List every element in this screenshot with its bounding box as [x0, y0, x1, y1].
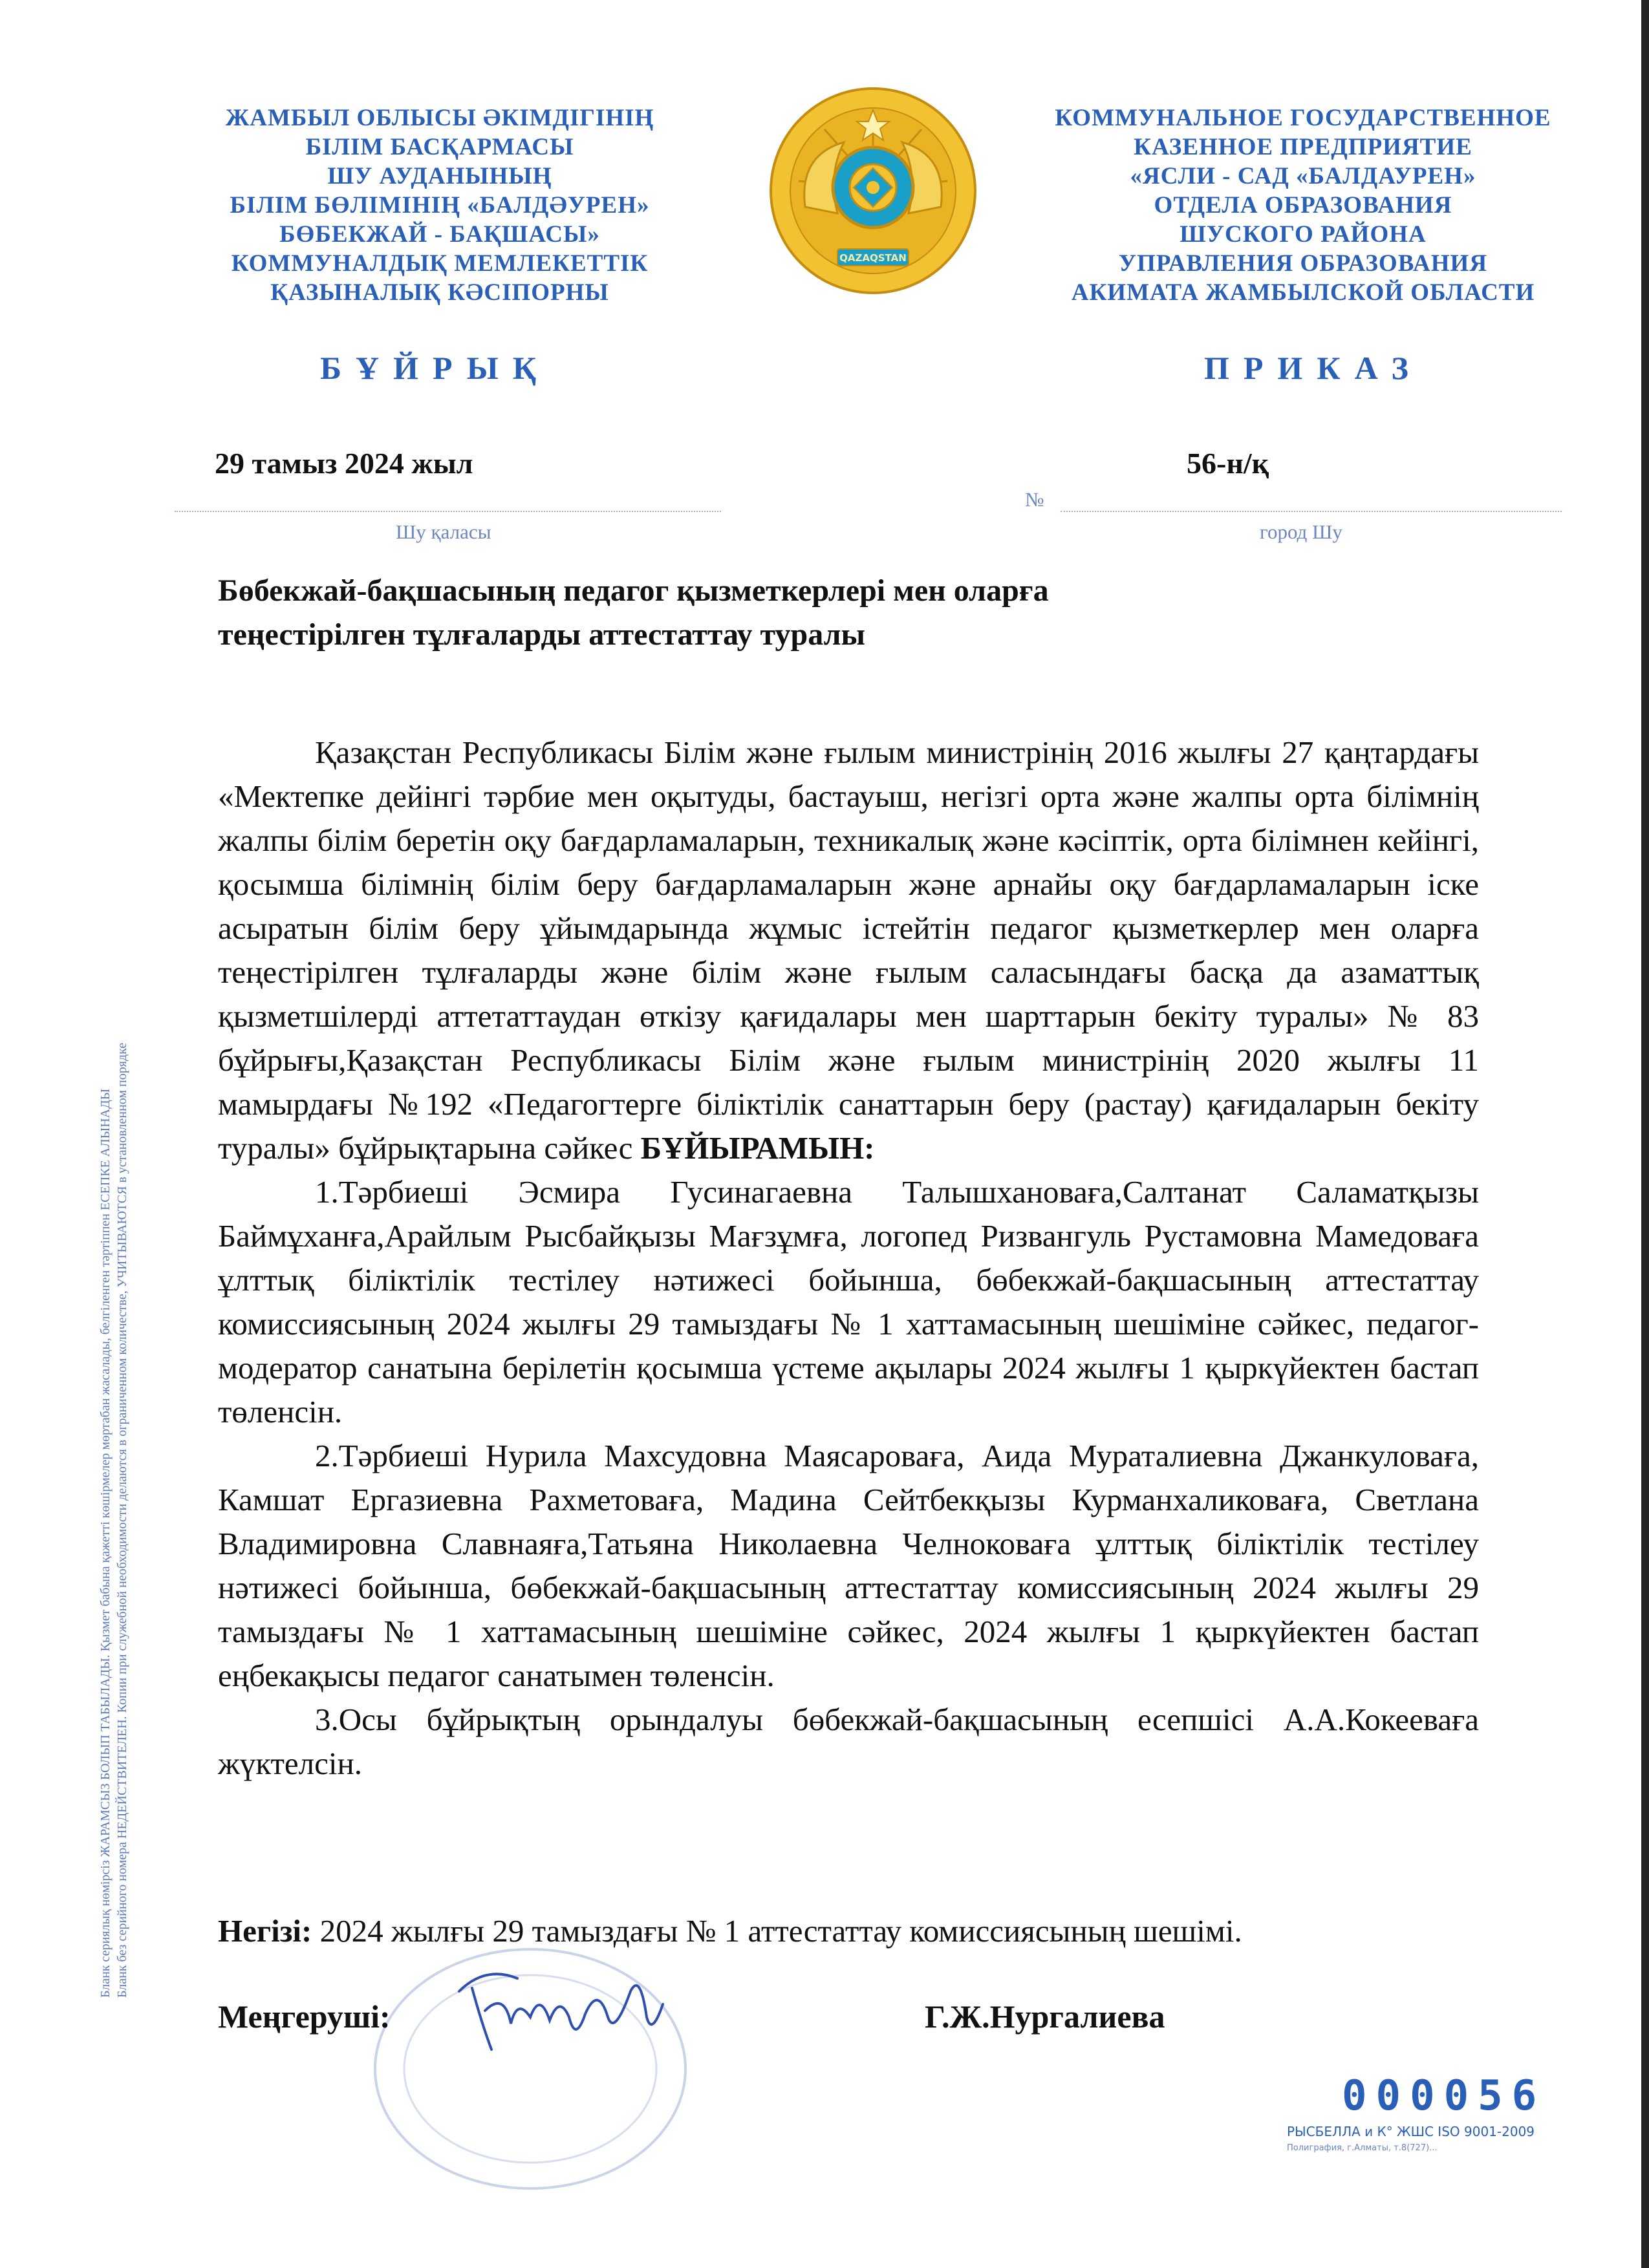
order-word: БҰЙЫРАМЫН:: [640, 1130, 875, 1166]
preamble-text: Қазақстан Республикасы Білім және ғылым министрінің 2016 жылғы 27 қаңтардағы «Мектепке дейінгі тәрбие мен оқытуды, бастауыш, негізгі орта және жалпы орта білімнің жалпы білім беретін оқу бағдарламаларын, техникалық және кәсіптік, орта білімнен кейінгі, қосымша білімнің білім беру бағдарламаларын және арнайы оқу бағдарламаларын іске асыратын білім беру ұйымдарында жұмыс істейтін педагог қызметкерлер мен оларға теңестірілген тұлғаларды және білім және ғылым саласындағы басқа да азаматтық қызметшілерді аттетаттаудан өткізу қағидалары мен шарттарын бекіту туралы» № 83 бұйрығы,Қазақстан Республикасы Білім және ғылым министрінің 2020 жылғы 11 мамырдағы №192 «Педагогтерге біліктілік санаттарын беру (растау) қағидаларын бекіту туралы» бұйрықтарына сәйкес: [218, 734, 1479, 1166]
doc-type-ru: ПРИКАЗ: [1204, 350, 1423, 386]
header-kz-line: БІЛІМ БАСҚАРМАСЫ: [305, 134, 574, 160]
scan-edge: [1641, 0, 1649, 2268]
header-ru-line: АКИМАТА ЖАМБЫЛСКОЙ ОБЛАСТИ: [1071, 279, 1535, 306]
blank-serial-number: 000056: [1342, 2072, 1546, 2120]
header-ru-line: «ЯСЛИ - САД «БАЛДАУРЕН»: [1130, 163, 1476, 189]
basis-text: 2024 жылғы 29 тамыздағы № 1 аттестаттау комиссиясының шешімі.: [312, 1913, 1242, 1949]
number-sign: №: [1025, 488, 1044, 511]
header-kz-line: ШУ АУДАНЫНЫҢ: [327, 163, 552, 189]
doc-type-kz: БҰЙРЫҚ: [320, 350, 550, 386]
preamble-paragraph: [218, 731, 1479, 1170]
side-note-line: Бланк без серийного номера НЕДЕЙСТВИТЕЛЕН. Копии при служебной необходимости делаются в ограниченном количестве, УЧИТЫВАЮТСЯ в установленном порядке: [115, 1042, 129, 1998]
header-kz-line: ЖАМБЫЛ ОБЛЫСЫ ӘКІМДІГІНІҢ: [225, 105, 654, 131]
state-emblem-icon: [766, 84, 980, 297]
order-item-3: 3.Осы бұйрықтың орындалуы бөбекжай-бақшасының есепшісі А.А.Кокееваға жүктелсін.: [218, 1702, 1479, 1781]
number-rule: [1061, 511, 1562, 512]
header-kz-line: КОММУНАЛДЫҚ МЕМЛЕКЕТТІК: [231, 250, 649, 277]
header-ru-line: КОММУНАЛЬНОЕ ГОСУДАРСТВЕННОЕ: [1055, 105, 1551, 131]
place-ru: город Шу: [1260, 520, 1342, 543]
blank-side-note: [97, 1043, 131, 1998]
header-kz: [155, 103, 724, 307]
document-body: [218, 731, 1479, 1786]
signer-name: Г.Ж.Нургалиева: [925, 1998, 1165, 2035]
date-rule: [175, 511, 721, 512]
side-note-line: Бланк сериялық нөмірсіз ЖАРАМСЫЗ БОЛЫП ТАБЫЛАДЫ. Қызмет бабына қажетті көшірмелер мөртабан жасалады, белгіленген тәртіппен ЕСЕПКЕ АЛЫНАДЫ: [98, 1088, 113, 1998]
printer-imprint-sub: Полиграфия, г.Алматы, т.8(727)...: [1287, 2143, 1438, 2153]
header-ru-line: ОТДЕЛА ОБРАЗОВАНИЯ: [1154, 192, 1452, 219]
header-ru-line: ШУСКОГО РАЙОНА: [1180, 221, 1427, 248]
order-item-2: 2.Тәрбиеші Нурила Махсудовна Маясароваға, Аида Мураталиевна Джанкуловаға, Камшат Ергазиевна Рахметоваға, Мадина Сейтбекқызы Курманхаликоваға, Светлана Владимировна Славнаяға,Татьяна Николаевна Челноковаға ұлттық біліктілік тестілеу нәтижесі бойынша, бөбекжай-бақшасының аттестаттау комиссиясының 2024 жылғы 29 тамыздағы № 1 хаттамасының шешіміне сәйкес, 2024 жылғы 1 қыркүйектен бастап еңбекақысы педагог санатымен төленсін.: [218, 1438, 1479, 1693]
order-number: 56-н/қ: [1187, 447, 1269, 480]
header-kz-line: БІЛІМ БӨЛІМІНІҢ «БАЛДӘУРЕН»: [230, 192, 650, 219]
header-kz-line: ҚАЗЫНАЛЫҚ КӘСІПОРНЫ: [270, 279, 609, 306]
header-ru: [1018, 103, 1588, 307]
header-ru-line: УПРАВЛЕНИЯ ОБРАЗОВАНИЯ: [1118, 250, 1488, 277]
title-line: теңестірілген тұлғаларды аттестаттау туралы: [218, 617, 866, 652]
header-kz-line: БӨБЕКЖАЙ - БАҚШАСЫ»: [279, 221, 600, 248]
basis-label: Негізі:: [218, 1913, 312, 1949]
signer-role: Меңгеруші:: [218, 1998, 391, 2035]
header-ru-line: КАЗЕННОЕ ПРЕДПРИЯТИЕ: [1134, 134, 1472, 160]
document-title: [218, 569, 1382, 657]
title-line: Бөбекжай-бақшасының педагог қызметкерлері мен оларға: [218, 573, 1049, 608]
emblem-caption: QAZAQSTAN: [839, 252, 907, 264]
printer-imprint: РЫСБЕЛЛА и К° ЖШС ISO 9001-2009: [1287, 2124, 1535, 2139]
order-item-1: 1.Тәрбиеші Эсмира Гусинагаевна Талышхановаға,Салтанат Саламатқызы Баймұханға,Арайлым Рысбайқызы Мағзұмға, логопед Ризвангуль Рустамовна Мамедоваға ұлттық біліктілік тестілеу нәтижесі бойынша, бөбекжай-бақшасының аттестаттау комиссиясының 2024 жылғы 29 тамыздағы № 1 хаттамасының шешіміне сәйкес, педагог-модератор санатына берілетін қосымша үстеме ақылары 2024 жылғы 1 қыркүйектен бастап төленсін.: [218, 1174, 1479, 1429]
handwritten-signature: [446, 1952, 666, 2056]
order-date: 29 тамыз 2024 жыл: [215, 447, 473, 480]
place-kz: Шу қаласы: [396, 520, 491, 543]
